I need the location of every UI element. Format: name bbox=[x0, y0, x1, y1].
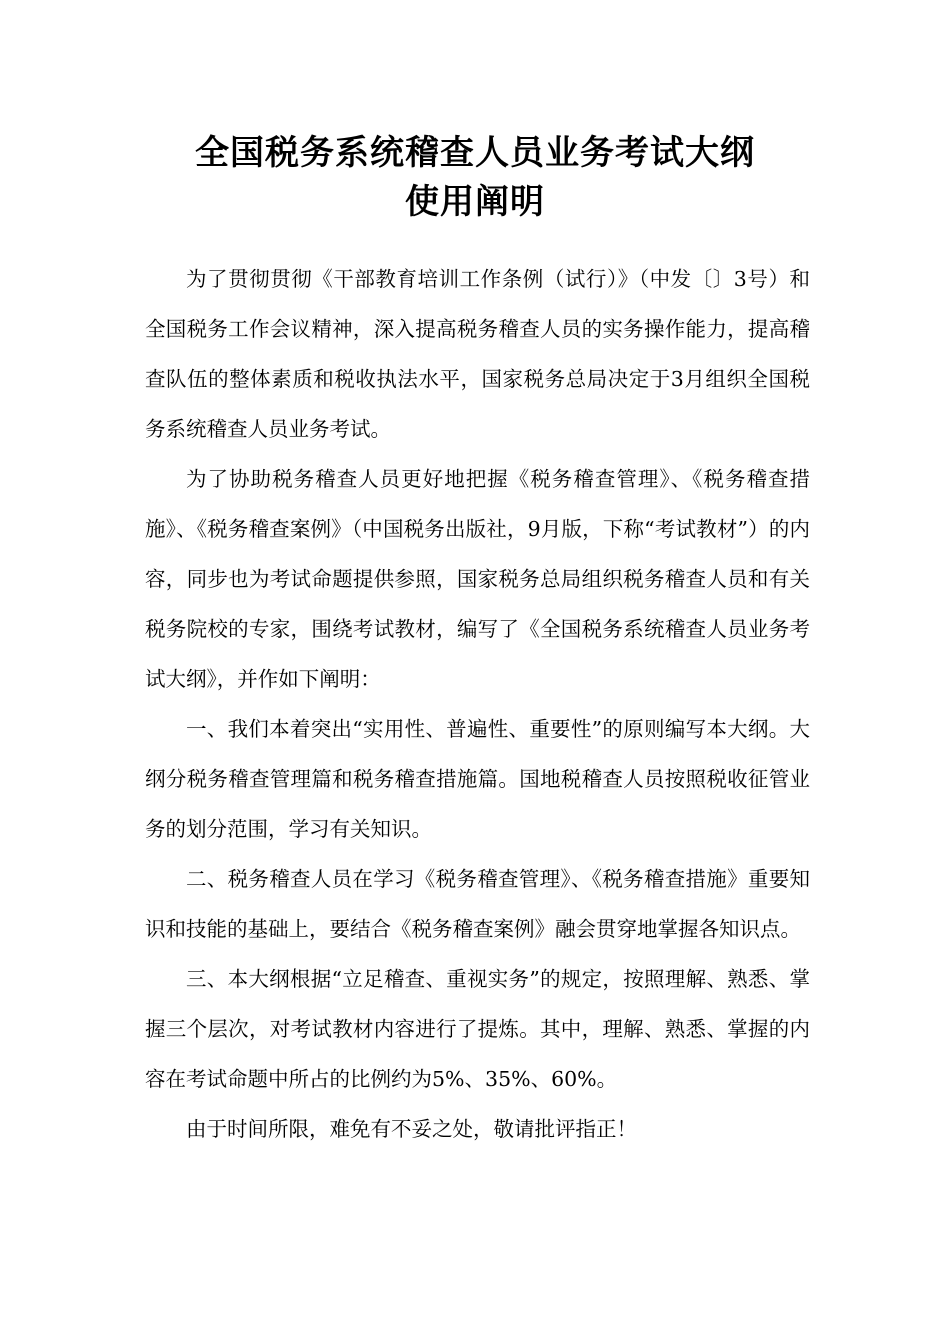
paragraph-closing: 由于时间所限，难免有不妥之处，敬请批评指正！ bbox=[186, 1117, 637, 1141]
paragraph-intro: 为了贯彻贯彻《干部教育培训工作条例（试行）》（中发〔〕3号）和全国税务工作会议精神，深入提高税务稽查人员的实务操作能力，提高稽查队伍的整体素质和税收执法水平，国家税务总局决定于3月组织全国税务系统稽查人员业务考试。 bbox=[145, 267, 810, 441]
document-subtitle: 使用阐明 bbox=[405, 182, 545, 222]
document-title: 全国税务系统稽查人员业务考试大纲 bbox=[195, 133, 755, 173]
paragraph-item-2: 二、税务稽查人员在学习《税务稽查管理》、《税务稽查措施》重要知识和技能的基础上，要结合《税务稽查案例》融会贯穿地掌握各知识点。 bbox=[145, 867, 810, 941]
document-body bbox=[145, 254, 810, 1154]
paragraph-item-3: 三、本大纲根据“立足稽查、重视实务”的规定，按照理解、熟悉、掌握三个层次，对考试教材内容进行了提炼。其中，理解、熟悉、掌握的内容在考试命题中所占的比例约为5%、35%、60%。 bbox=[145, 967, 810, 1091]
paragraph-item-1: 一、我们本着突出“实用性、普遍性、重要性”的原则编写本大纲。大纲分税务稽查管理篇和税务稽查措施篇。国地税稽查人员按照税收征管业务的划分范围，学习有关知识。 bbox=[145, 717, 810, 841]
paragraph-purpose: 为了协助税务稽查人员更好地把握《税务稽查管理》、《税务稽查措施》、《税务稽查案例》（中国税务出版社，9月版，下称“考试教材”）的内容，同步也为考试命题提供参照，国家税务总局组织税务稽查人员和有关税务院校的专家，围绕考试教材，编写了《全国税务系统稽查人员业务考试大纲》，并作如下阐明： bbox=[145, 467, 810, 691]
